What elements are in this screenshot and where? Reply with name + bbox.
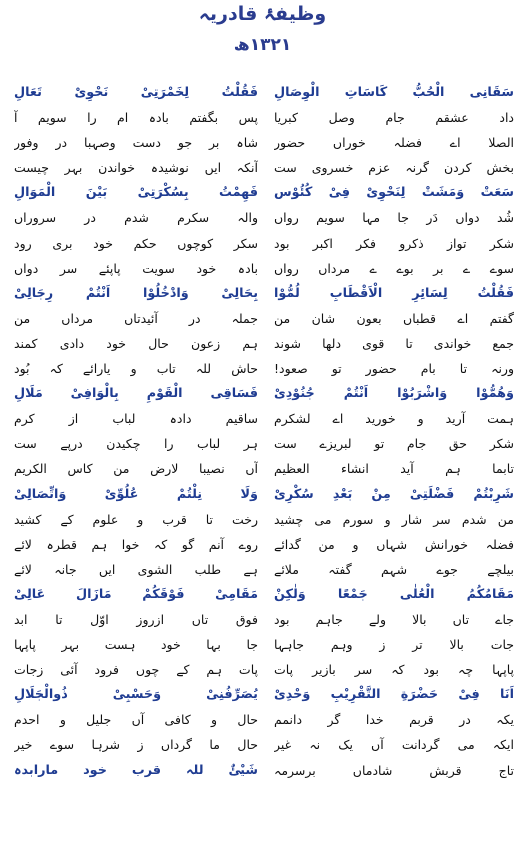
arabic-verse-line: یُصَرِّفُنِیْ وَحَسْبِیْ ذُوالْجَلَالِ xyxy=(14,687,258,703)
arabic-verse-line: وَلَا نِلْتُمْ عُلُوِّیْ وَاتِّصَالِیْ xyxy=(14,486,258,502)
persian-verse-line: داد عشقم جام وصل کبریا xyxy=(274,110,514,126)
persian-verse-line: جمع خواندی تا قوی دلها شوند xyxy=(274,335,514,351)
persian-verse-line: آں نصیبا لارض من کاس الکریم xyxy=(14,461,258,477)
arabic-verse-line: فَقُلْتُ لِسَائِرِ الْاَقْطَابِ لُمُّوْا xyxy=(274,285,514,301)
year-heading: ۱۳۲۱ھ xyxy=(233,35,292,55)
persian-verse-line: روے آنم گو کہ خوا ہم قطرہ لائے xyxy=(14,536,258,552)
persian-verse-line: گفتم اے قطباں بعون شان من xyxy=(274,310,514,326)
left-column xyxy=(14,80,258,783)
arabic-verse-line: شَیْئٌ للہ قرب خود مارابدہ xyxy=(14,762,258,778)
persian-verse-line: فضلہ خورانش شہاں و من گدائے xyxy=(274,536,514,552)
persian-verse-line: یکہ در قربم خدا گر دانمم xyxy=(274,712,514,728)
arabic-verse-line: بِحَالِیْ وَادْخُلُوْا اَنْتُمْ رِجَالِیْ xyxy=(14,285,258,301)
arabic-verse-line: مَقَامِیْ فَوْقَکُمْ مَازَالَ عَالِیْ xyxy=(14,586,258,602)
arabic-verse-line: فَقُلْتُ لِخَمْرَتِیْ نَحْوِیْ تَعَالِ xyxy=(14,85,258,100)
arabic-verse-line: فَسَاقِی الْقَوْمِ بِالْوَافِیْ مَلَالِ xyxy=(14,386,258,402)
persian-verse-line: حال ما گرداں ز شرہا سوے خیر xyxy=(14,737,258,753)
persian-verse-line: سوے ے بر بوے ے مرداں رواں xyxy=(274,260,514,276)
persian-verse-line: تاج قربش شادماں برسرمہ xyxy=(274,762,514,778)
persian-verse-line: پات ہم کے چوں فرود آئی زجات xyxy=(14,662,258,678)
persian-verse-line: ہے طلب الشوی ایں جانہ لائے xyxy=(14,561,258,577)
right-column xyxy=(274,80,514,783)
arabic-verse-line: سَقَانِی الْحُبُّ کَاسَاتِ الْوِصَالِ xyxy=(274,85,514,100)
arabic-verse-line: مَقَامُکُمُ الْعُلٰی جَمْعًا وَلٰکِنْ xyxy=(274,586,514,602)
persian-verse-line: جملہ در آئیدتاں مرداں من xyxy=(14,310,258,326)
persian-verse-line: بیلچے جوے شہم گفتہ ملائے xyxy=(274,561,514,577)
persian-verse-line: تابما ہم آید انشاء العظیم xyxy=(274,461,514,477)
persian-verse-line: الصلا اے فضلہ خوراں حضور xyxy=(274,135,514,151)
arabic-verse-line: شَرِبْتُمْ فَضْلَتِیْ مِنْ بَعْدِ سُکْرِیْ xyxy=(274,486,514,502)
persian-verse-line: حال و کافی آں جلیل و احدم xyxy=(14,712,258,728)
arabic-verse-line: فَهِمْتُ بِسُکْرَتِیْ بَیْنَ الْمَوَالِ xyxy=(14,185,258,201)
arabic-verse-line: اَنَا فِیْ حَضْرَةِ التَّقْرِیْبِ وَحْدِیْ xyxy=(274,687,514,703)
persian-verse-line: سکر کوچوں حکم خود بری رود xyxy=(14,235,258,251)
persian-verse-line: رخت تا قرب و علوم کے کشید xyxy=(14,511,258,527)
persian-verse-line: شکر حق جام تو لبریزے ست xyxy=(274,436,514,452)
persian-verse-line: ساقیم دادہ لباب از کرم xyxy=(14,411,258,427)
persian-verse-line: پس بگفتم بادہ ام را سویم آ xyxy=(14,110,258,126)
persian-verse-line: والہ سکرم شدم در سروراں xyxy=(14,210,258,226)
persian-verse-line: شاہ بر جو دست وصہبا در وفور xyxy=(14,135,258,151)
persian-verse-line: ہم زعون حال خود دادی کمند xyxy=(14,335,258,351)
persian-verse-line: جات بالا تر ز وہم جاہہا xyxy=(274,637,514,653)
arabic-verse-line: سَعَتْ وَمَشَتْ لِنَحْوِیْ فِیْ کُئُوْس xyxy=(274,185,514,201)
header xyxy=(0,0,525,66)
persian-verse-line: حاش للہ تاب و یارائے کہ بُود xyxy=(14,361,258,377)
persian-verse-line: بادہ خود سویت پاپئے سر دواں xyxy=(14,260,258,276)
persian-verse-line: جاے تاں بالا ولے جاہم بود xyxy=(274,611,514,627)
persian-verse-line: پاپہا چہ بود کہ سر بازیر پات xyxy=(274,662,514,678)
persian-verse-line: ایکہ می گردانت آں یک نہ غیر xyxy=(274,737,514,753)
persian-verse-line: بخش کردن گرنہ عزم خسروی ست xyxy=(274,160,514,176)
persian-verse-line: شکر تواز ذکرو فکر اکبر بود xyxy=(274,235,514,251)
poem-columns xyxy=(0,80,525,855)
persian-verse-line: ہر لباب را چکیدن درپے ست xyxy=(14,436,258,452)
persian-verse-line: ہمت آرید و خورید اے لشکرم xyxy=(274,411,514,427)
persian-verse-line: فوق تاں ازروز اوّل تا ابد xyxy=(14,611,258,627)
persian-verse-line: آنکہ ایں نوشیدہ خواندن بہر چیست xyxy=(14,160,258,176)
persian-verse-line: من شدم سر شار و سورم می چشید xyxy=(274,511,514,527)
persian-verse-line: جا بہا خود ہست بہر پاپہا xyxy=(14,637,258,653)
persian-verse-line: شُد دواں دَر جا مہا سویم رواں xyxy=(274,210,514,226)
arabic-verse-line: وَهُمُّوْا وَاشْرَبُوْا اَنْتُمْ جُنُوْدِیْ xyxy=(274,386,514,402)
page-title: وظیفۂ قادریہ xyxy=(198,3,327,25)
persian-verse-line: ورنہ تا بام حضور تو صعود! xyxy=(274,361,514,377)
